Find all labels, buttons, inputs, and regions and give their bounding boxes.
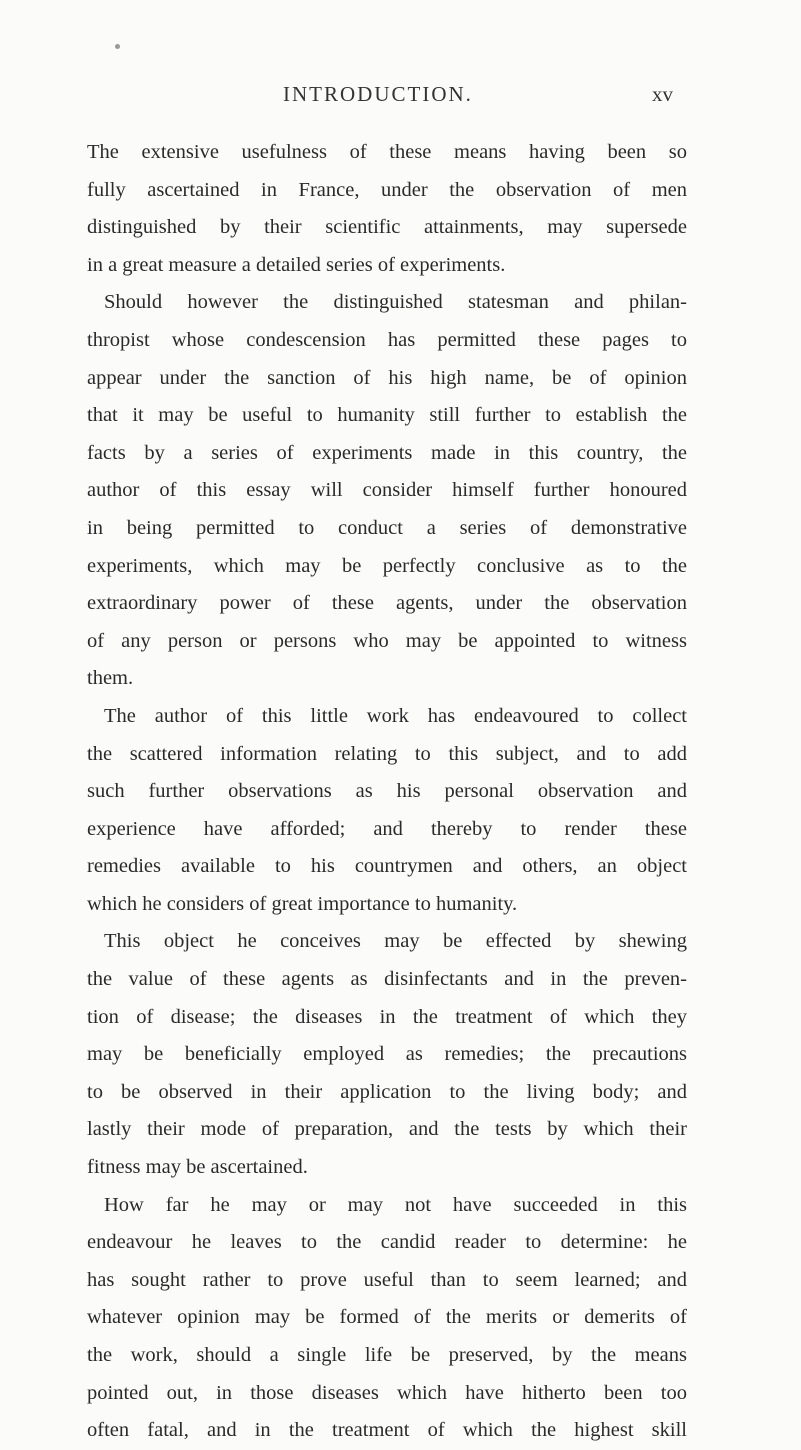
text-line: to be observed in their application to the living body; and [87,1080,687,1103]
text-line: often fatal, and in the treatment of which the highest skill [87,1419,687,1442]
text-line: distinguished by their scientific attainments, may supersede [87,216,687,239]
text-line: such further observations as his personal observation and [87,780,687,803]
text-line: has sought rather to prove useful than to seem learned; and [87,1268,687,1291]
text-line: the work, should a single life be preserved, by the means [87,1344,687,1366]
text-line: in a great measure a detailed series of experiments. [87,253,506,276]
text-line: How far he may or may not have succeeded in this [104,1193,687,1216]
page-header [0,82,801,112]
text-line: remedies available to his countrymen and others, an object [87,855,687,878]
text-line: Should however the distinguished statesman and philan- [104,291,687,314]
text-line: The author of this little work has endeavoured to collect [104,704,687,727]
text-line: extraordinary power of these agents, under the observation [87,592,687,615]
text-line: experience have afforded; and thereby to render these [87,817,687,840]
text-line: fully ascertained in France, under the observation of men [87,178,687,201]
text-line: the scattered information relating to this subject, and to add [87,742,687,765]
text-line: the value of these agents as disinfectants and in the preven- [87,968,687,991]
text-line: experiments, which may be perfectly conclusive as to the [87,554,687,577]
text-line: fitness may be ascertained. [87,1156,308,1179]
text-line: pointed out, in those diseases which have hitherto been too [87,1381,687,1404]
text-line: endeavour he leaves to the candid reader to determine: he [87,1231,687,1254]
text-line: thropist whose condescension has permitted these pages to [87,328,687,351]
text-line: The extensive usefulness of these means having been so [87,141,687,163]
text-line: of any person or persons who may be appointed to witness [87,629,687,652]
body-text [87,134,687,1450]
text-line: whatever opinion may be formed of the merits or demerits of [87,1306,687,1329]
text-line: that it may be useful to humanity still further to establish the [87,404,687,427]
ink-speck [115,44,120,49]
text-line: author of this essay will consider himself further honoured [87,479,687,502]
text-line: lastly their mode of preparation, and the tests by which their [87,1118,687,1141]
page-number: xv [652,82,673,106]
text-line: which he considers of great importance to humanity. [87,892,518,915]
text-line: may be beneficially employed as remedies; the precautions [87,1043,687,1066]
text-line: tion of disease; the diseases in the treatment of which they [87,1005,687,1028]
text-line: in being permitted to conduct a series of demonstrative [87,516,687,539]
running-title: INTRODUCTION. [283,82,473,106]
text-line: them. [87,667,134,690]
text-line: facts by a series of experiments made in this country, the [87,441,687,464]
text-line: appear under the sanction of his high name, be of opinion [87,366,687,389]
text-line: This object he conceives may be effected by shewing [104,930,687,953]
